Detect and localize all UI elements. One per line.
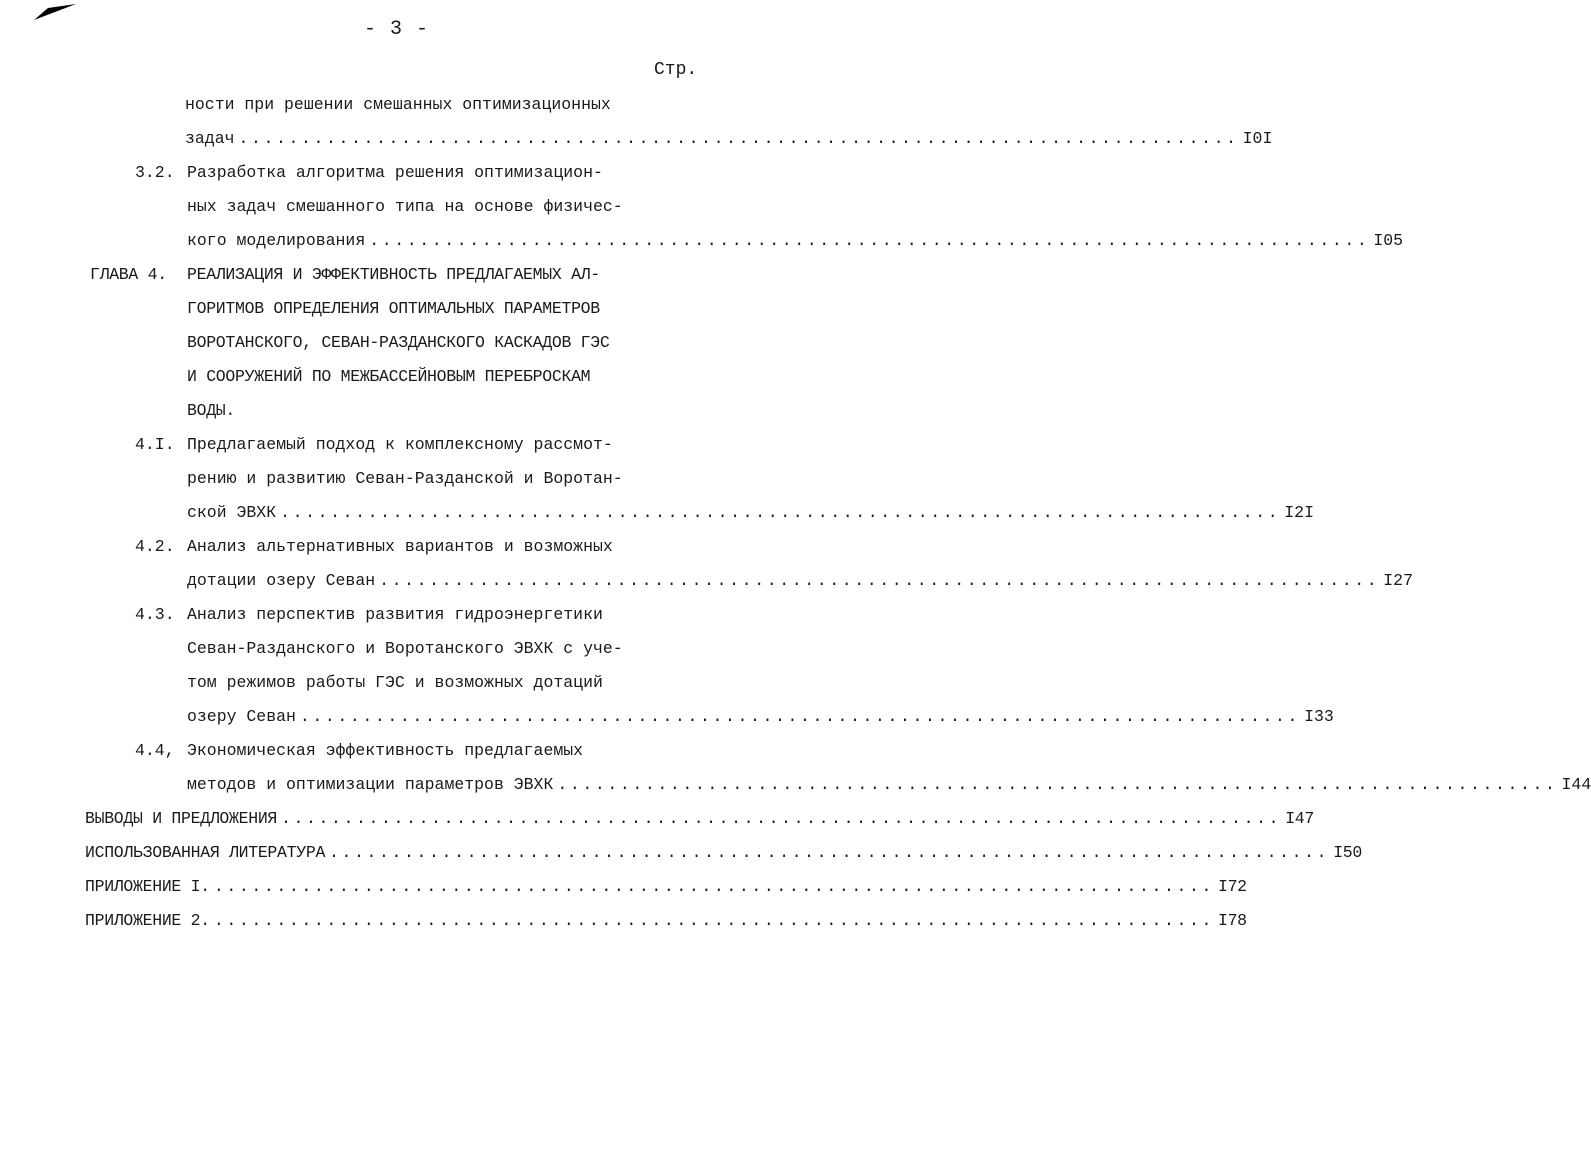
toc-line: том режимов работы ГЭС и возможных дотаций [187, 673, 603, 692]
toc-page-number: I72 [1217, 877, 1247, 896]
toc-line: Разработка алгоритма решения оптимизацион- [187, 163, 603, 182]
toc-entry-text: ПРИЛОЖЕНИЕ I. [85, 877, 210, 896]
toc-entry-text: ИСПОЛЬЗОВАННАЯ ЛИТЕРАТУРА [85, 843, 326, 862]
leader-dots: ................................................................................ [379, 571, 1380, 590]
toc-entry-references [85, 841, 1362, 865]
toc-entry-appendix-1 [85, 875, 1247, 899]
toc-page-number: I0I [1242, 129, 1273, 148]
toc-line: Анализ перспектив развития гидроэнергетики [187, 605, 603, 624]
toc-page-number: I44 [1561, 775, 1591, 794]
toc-entry-last-line [185, 127, 1273, 151]
toc-page-number: I27 [1383, 571, 1413, 590]
toc-section-number: 3.2. [135, 163, 175, 182]
toc-entry-text: методов и оптимизации параметров ЭВХК [187, 775, 554, 794]
chapter-title-line: РЕАЛИЗАЦИЯ И ЭФФЕКТИВНОСТЬ ПРЕДЛАГАЕМЫХ АЛ- [187, 265, 600, 284]
toc-entry-text: дотации озеру Севан [187, 571, 376, 590]
toc-entry-last-line [187, 705, 1334, 729]
leader-dots: ................................................................................ [557, 775, 1558, 794]
toc-page-number: I78 [1217, 911, 1247, 930]
toc-line: рению и развитию Севан-Разданской и Воротан- [187, 469, 623, 488]
toc-entry-conclusions [85, 807, 1314, 831]
toc-entry-text: ВЫВОДЫ И ПРЕДЛОЖЕНИЯ [85, 809, 278, 828]
pages-column-label: Стр. [654, 60, 698, 80]
toc-section-number: 4.4, [135, 741, 175, 760]
toc-entry-last-line [187, 501, 1314, 525]
chapter-title-line: ВОРОТАНСКОГО, СЕВАН-РАЗДАНСКОГО КАСКАДОВ ГЭС [187, 333, 610, 352]
toc-line: Севан-Разданского и Воротанского ЭВХК с уче- [187, 639, 623, 658]
toc-line: Экономическая эффективность предлагаемых [187, 741, 584, 760]
toc-line: ности при решении смешанных оптимизационных [185, 95, 611, 114]
chapter-title-line: ГОРИТМОВ ОПРЕДЕЛЕНИЯ ОПТИМАЛЬНЫХ ПАРАМЕТРОВ [187, 299, 600, 318]
toc-section-number: 4.3. [135, 605, 175, 624]
toc-page-number: I05 [1373, 231, 1404, 250]
leader-dots: ................................................................................ [369, 231, 1370, 250]
toc-entry-appendix-2 [85, 909, 1247, 933]
toc-page-number: I2I [1284, 503, 1314, 522]
leader-dots: ................................................................................ [281, 809, 1282, 828]
chapter-title-line: И СООРУЖЕНИЙ ПО МЕЖБАССЕЙНОВЫМ ПЕРЕБРОСКАМ [187, 367, 591, 386]
leader-dots: ................................................................................ [280, 503, 1281, 522]
chapter-title-line: ВОДЫ. [187, 401, 236, 420]
toc-entry-last-line [187, 773, 1591, 797]
toc-entry-last-line [187, 569, 1413, 593]
leader-dots: ................................................................................ [213, 877, 1214, 896]
toc-entry-text: кого моделирования [187, 231, 366, 250]
toc-entry-last-line [187, 229, 1404, 253]
toc-line: Предлагаемый подход к комплексному рассмот- [187, 435, 613, 454]
chapter-number: ГЛАВА 4. [90, 265, 167, 284]
leader-dots: ................................................................................ [329, 843, 1330, 862]
toc-line: Анализ альтернативных вариантов и возможных [187, 537, 613, 556]
page-number: - 3 - [363, 18, 429, 41]
toc-section-number: 4.2. [135, 537, 175, 556]
leader-dots: ................................................................................ [299, 707, 1301, 726]
toc-entry-text: задач [185, 129, 235, 148]
toc-section-number: 4.I. [135, 435, 175, 454]
toc-line: ных задач смешанного типа на основе физичес- [187, 197, 623, 216]
leader-dots: ................................................................................ [238, 129, 1239, 148]
toc-page-number: I33 [1304, 707, 1334, 726]
leader-dots: ................................................................................ [213, 911, 1214, 930]
toc-page-number: I50 [1333, 843, 1362, 862]
toc-entry-text: ПРИЛОЖЕНИЕ 2. [85, 911, 210, 930]
toc-entry-text: озеру Севан [187, 707, 296, 726]
toc-page-number: I47 [1285, 809, 1314, 828]
toc-entry-text: ской ЭВХК [187, 503, 277, 522]
